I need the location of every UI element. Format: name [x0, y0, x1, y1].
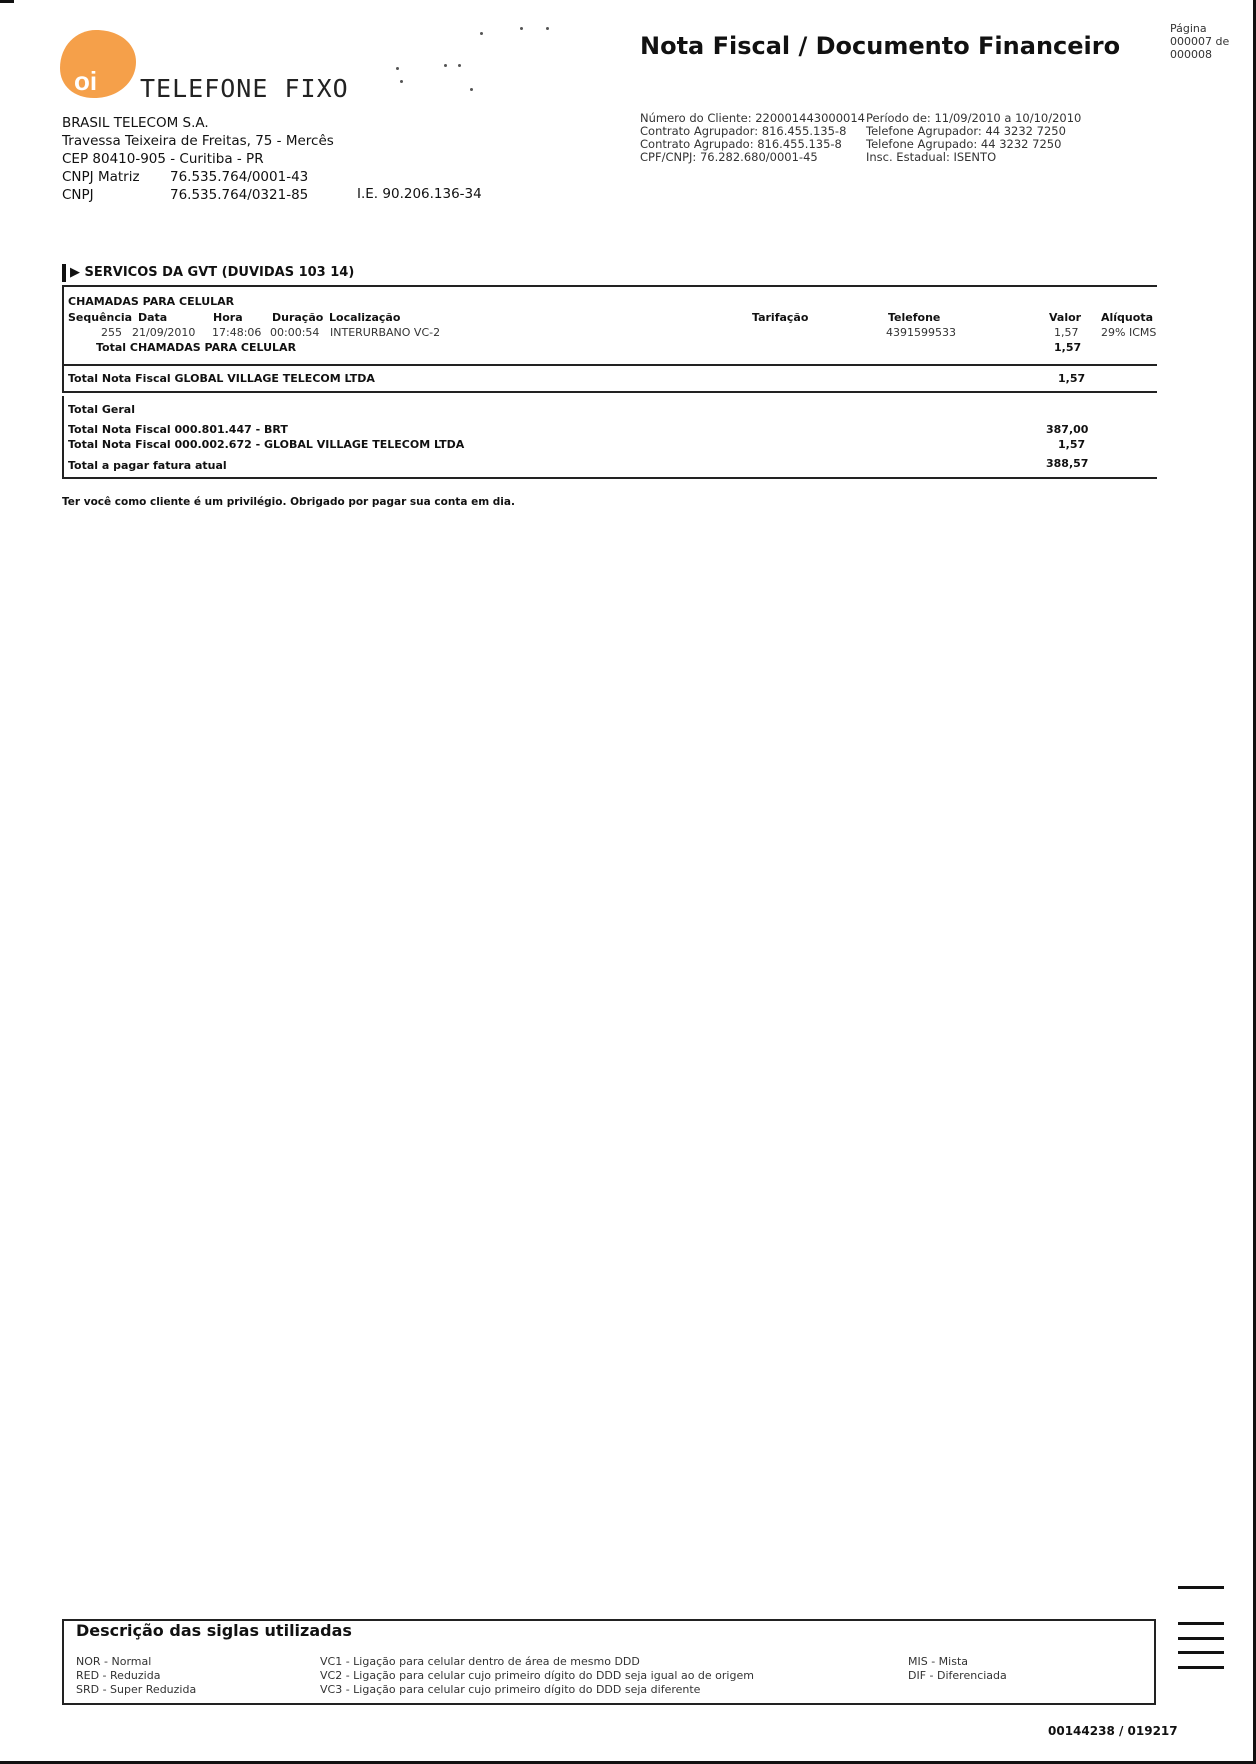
cnpj-row	[62, 186, 334, 204]
row-value: 1,57	[1054, 326, 1079, 339]
margin-mark	[1178, 1637, 1224, 1640]
row-time: 17:48:06	[212, 326, 262, 339]
scan-speck	[546, 27, 549, 30]
section-rule	[62, 285, 1157, 287]
document-number: 00144238 / 019217	[1048, 1724, 1178, 1738]
logo-text: oi	[74, 66, 98, 96]
play-arrow-icon: ▶	[70, 265, 80, 280]
page-total: 000008	[1170, 48, 1212, 61]
totals-line2-label: Total Nota Fiscal 000.002.672 - GLOBAL VILLAGE TELECOM LTDA	[68, 438, 465, 451]
legend-item: DIF - Diferenciada	[908, 1669, 1007, 1682]
legend-item: VC2 - Ligação para celular cujo primeiro dígito do DDD seja igual ao de origem	[320, 1669, 754, 1682]
period: Período de: 11/09/2010 a 10/10/2010	[866, 111, 1082, 125]
page-label: Página	[1170, 22, 1207, 35]
contrato-agrupador: Contrato Agrupador: 816.455.135-8	[640, 124, 847, 138]
margin-mark	[1178, 1666, 1224, 1669]
col-header-date: Data	[138, 311, 168, 324]
section-title-text: SERVICOS DA GVT (DUVIDAS 103 14)	[84, 265, 355, 280]
total-to-pay-value: 388,57	[1046, 457, 1089, 470]
row-seq: 255	[101, 326, 122, 339]
nf-total-rule	[62, 364, 1157, 366]
company-cep: CEP 80410-905 - Curitiba - PR	[62, 151, 264, 167]
row-location: INTERURBANO VC-2	[330, 326, 441, 339]
legend-col-tariffs	[76, 1655, 196, 1697]
telefone-agrupador: Telefone Agrupador: 44 3232 7250	[866, 124, 1066, 138]
legend-title: Descrição das siglas utilizadas	[76, 1621, 352, 1640]
row-rate: 29% ICMS	[1101, 326, 1157, 339]
client-info-col2	[866, 112, 1081, 164]
section-marker	[62, 264, 66, 282]
scan-speck	[400, 80, 403, 83]
col-header-seq: Sequência	[68, 311, 133, 324]
col-header-tarif: Tarifação	[752, 311, 809, 324]
totals-line1-label: Total Nota Fiscal 000.801.447 - BRT	[68, 423, 288, 436]
cpf-cnpj: CPF/CNPJ: 76.282.680/0001-45	[640, 150, 818, 164]
company-info	[62, 114, 334, 204]
scan-speck	[458, 64, 461, 67]
client-number: Número do Cliente: 220001443000014	[640, 111, 865, 125]
legend-item: SRD - Super Reduzida	[76, 1683, 197, 1696]
row-duration: 00:00:54	[270, 326, 320, 339]
nf-total-label: Total Nota Fiscal GLOBAL VILLAGE TELECOM LTDA	[68, 372, 375, 385]
page-edge-top	[0, 0, 14, 3]
legend-col-misc	[908, 1655, 1007, 1683]
col-header-value: Valor	[1049, 311, 1082, 324]
service-block-border	[62, 287, 64, 366]
col-header-rate: Alíquota	[1101, 311, 1153, 324]
scan-speck	[520, 27, 523, 30]
nf-total-bottom-rule	[62, 391, 1157, 393]
legend-col-vc	[320, 1655, 754, 1697]
group-total-value: 1,57	[1054, 341, 1082, 354]
legend-item: VC3 - Ligação para celular cujo primeiro dígito do DDD seja diferente	[320, 1683, 701, 1696]
client-info-col1	[640, 112, 865, 164]
cnpj-value: 76.535.764/0321-85	[170, 187, 309, 203]
total-to-pay-label: Total a pagar fatura atual	[68, 459, 227, 472]
telefone-agrupado: Telefone Agrupado: 44 3232 7250	[866, 137, 1062, 151]
col-header-duration: Duração	[272, 311, 324, 324]
inscricao-estadual-client: Insc. Estadual: ISENTO	[866, 150, 997, 164]
page-info	[1170, 22, 1229, 61]
legend-item: MIS - Mista	[908, 1655, 969, 1668]
inscricao-estadual: I.E. 90.206.136-34	[357, 186, 482, 202]
col-header-time: Hora	[213, 311, 243, 324]
legend-item: NOR - Normal	[76, 1655, 152, 1668]
company-address: Travessa Teixeira de Freitas, 75 - Mercês	[62, 133, 334, 149]
margin-mark	[1178, 1651, 1224, 1654]
thank-you-message: Ter você como cliente é um privilégio. Obrigado por pagar sua conta em dia.	[62, 496, 515, 508]
page-current: 000007 de	[1170, 35, 1230, 48]
cnpj-matriz-row	[62, 168, 334, 186]
cnpj-label: CNPJ	[62, 187, 94, 203]
row-phone: 4391599533	[886, 326, 956, 339]
contrato-agrupado: Contrato Agrupado: 816.455.135-8	[640, 137, 842, 151]
nf-total-value: 1,57	[1058, 372, 1086, 385]
totals-bottom-rule	[62, 477, 1157, 479]
document-title: Nota Fiscal / Documento Financeiro	[640, 32, 1121, 60]
col-header-location: Localização	[329, 311, 401, 324]
section-title	[70, 265, 354, 280]
margin-mark	[1178, 1586, 1224, 1589]
row-date: 21/09/2010	[132, 326, 196, 339]
brand-name: TELEFONE FIXO	[140, 74, 349, 103]
totals-line1-value: 387,00	[1046, 423, 1089, 436]
margin-mark	[1178, 1622, 1224, 1625]
totals-title: Total Geral	[68, 403, 135, 416]
cnpj-matriz-label: CNPJ Matriz	[62, 169, 140, 185]
legend-item: RED - Reduzida	[76, 1669, 161, 1682]
scan-speck	[396, 67, 399, 70]
legend-item: VC1 - Ligação para celular dentro de área de mesmo DDD	[320, 1655, 640, 1668]
scan-speck	[470, 88, 473, 91]
scan-speck	[444, 64, 447, 67]
nf-total-border	[62, 364, 64, 391]
col-header-phone: Telefone	[888, 311, 941, 324]
totals-block-border	[62, 396, 64, 478]
totals-line2-value: 1,57	[1058, 438, 1086, 451]
scan-speck	[480, 32, 483, 35]
cnpj-matriz-value: 76.535.764/0001-43	[170, 169, 309, 185]
oi-logo	[56, 28, 140, 102]
company-name: BRASIL TELECOM S.A.	[62, 115, 209, 131]
group-total-label: Total CHAMADAS PARA CELULAR	[96, 341, 297, 354]
group-title: CHAMADAS PARA CELULAR	[68, 295, 235, 308]
